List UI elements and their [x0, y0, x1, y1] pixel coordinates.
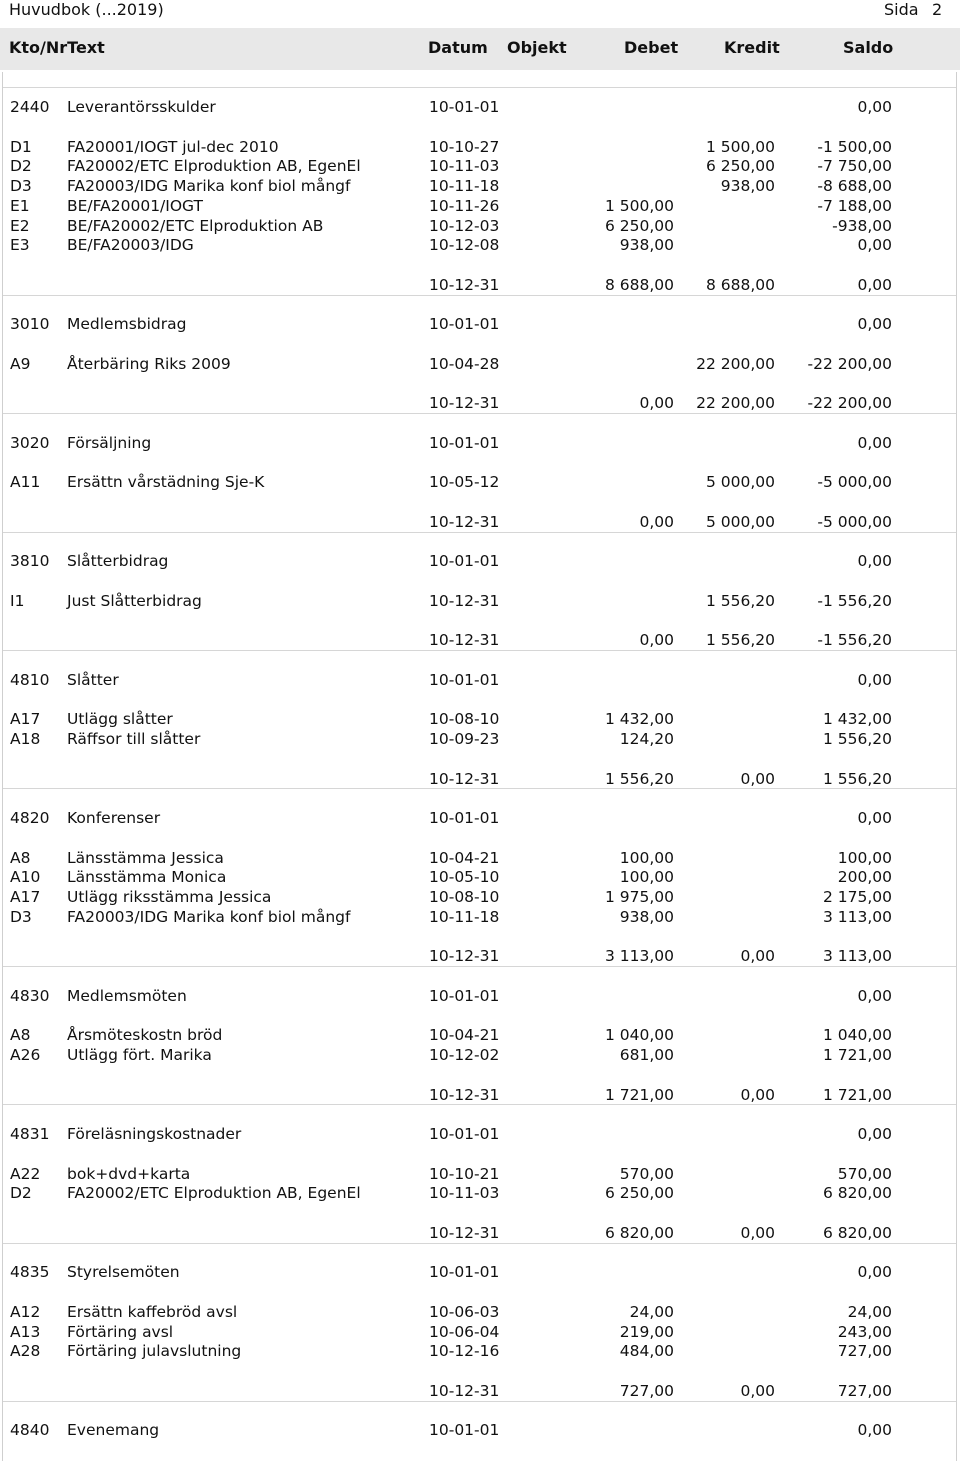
- transaction-date: 10-08-10: [429, 710, 500, 729]
- transaction-kredit: 938,00: [720, 177, 775, 195]
- section-divider: [3, 1243, 956, 1244]
- account-name: Slåtter: [67, 670, 119, 689]
- transaction-saldo: 6 820,00: [822, 1184, 892, 1203]
- total-saldo: 6 820,00: [822, 1223, 892, 1242]
- transaction-row: [3, 235, 956, 255]
- voucher-number: A12: [10, 1302, 41, 1321]
- transaction-text: bok+dvd+karta: [67, 1164, 191, 1183]
- transaction-date: 10-12-02: [429, 1046, 500, 1064]
- transaction-saldo: 0,00: [857, 236, 892, 255]
- transaction-saldo: 200,00: [837, 868, 892, 887]
- transaction-date: 10-12-31: [429, 591, 500, 610]
- transaction-saldo: -7 188,00: [817, 196, 892, 215]
- column-header-kto: Kto/NrText: [9, 38, 105, 57]
- voucher-number: I1: [10, 591, 25, 610]
- total-debet: 727,00: [619, 1381, 674, 1400]
- transaction-row: [3, 848, 956, 868]
- opening-saldo: 0,00: [857, 98, 892, 116]
- opening-saldo: 0,00: [857, 1421, 892, 1440]
- total-debet: 1 721,00: [604, 1085, 674, 1104]
- account-total-row: [3, 630, 956, 650]
- opening-saldo: 0,00: [857, 1263, 892, 1282]
- transaction-date: 10-12-08: [429, 236, 500, 255]
- section-divider: [3, 1401, 956, 1402]
- total-saldo: 1 556,20: [822, 769, 892, 788]
- transaction-debet: 938,00: [619, 236, 674, 255]
- account-total-row: [3, 769, 956, 789]
- transaction-saldo: -8 688,00: [817, 177, 892, 195]
- transaction-debet: 570,00: [619, 1164, 674, 1183]
- total-date: 10-12-31: [429, 1085, 500, 1104]
- account-number: 3010: [10, 315, 50, 334]
- transaction-kredit: 5 000,00: [705, 473, 775, 492]
- account-name: Slåtterbidrag: [67, 552, 169, 571]
- section-divider: [3, 413, 956, 414]
- voucher-number: A18: [10, 730, 41, 748]
- transaction-date: 10-12-16: [429, 1342, 500, 1361]
- account-name: Föreläsningskostnader: [67, 1125, 242, 1143]
- total-debet: 0,00: [639, 394, 674, 413]
- opening-saldo: 0,00: [857, 1125, 892, 1143]
- section-divider: [3, 788, 956, 789]
- transaction-date: 10-11-18: [429, 907, 500, 926]
- transaction-date: 10-11-26: [429, 196, 500, 215]
- voucher-number: A17: [10, 888, 41, 906]
- transaction-date: 10-08-10: [429, 888, 500, 906]
- total-date: 10-12-31: [429, 769, 500, 788]
- voucher-number: A22: [10, 1164, 41, 1183]
- section-divider: [3, 966, 956, 967]
- transaction-date: 10-11-18: [429, 177, 500, 195]
- total-kredit: 0,00: [740, 769, 775, 788]
- transaction-saldo: 2 175,00: [822, 888, 892, 906]
- transaction-debet: 1 500,00: [604, 196, 674, 215]
- section-divider: [3, 295, 956, 296]
- column-header-datum: Datum: [428, 38, 488, 57]
- account-total-row: [3, 1085, 956, 1105]
- transaction-kredit: 22 200,00: [696, 354, 775, 373]
- transaction-row: [3, 729, 956, 749]
- transaction-row: [3, 1045, 956, 1065]
- transaction-text: Ersättn vårstädning Sje-K: [67, 473, 265, 492]
- voucher-number: E2: [10, 216, 30, 235]
- account-number: 3810: [10, 552, 50, 571]
- transaction-debet: 219,00: [619, 1322, 674, 1341]
- transaction-saldo: 1 040,00: [822, 1026, 892, 1045]
- transaction-text: FA20001/IOGT jul-dec 2010: [67, 137, 279, 156]
- account-name: Medlemsmöten: [67, 986, 187, 1005]
- account-number: 4831: [10, 1125, 50, 1143]
- account-header-row: [3, 986, 956, 1006]
- voucher-number: A11: [10, 473, 41, 492]
- transaction-saldo: 1 556,20: [822, 730, 892, 748]
- transaction-date: 10-04-21: [429, 848, 500, 867]
- total-kredit: 5 000,00: [705, 512, 775, 531]
- transaction-saldo: -22 200,00: [807, 354, 892, 373]
- total-saldo: -5 000,00: [817, 512, 892, 531]
- transaction-text: Räffsor till slåtter: [67, 730, 201, 748]
- transaction-saldo: -5 000,00: [817, 473, 892, 492]
- transaction-debet: 1 040,00: [604, 1026, 674, 1045]
- transaction-row: [3, 196, 956, 216]
- transaction-debet: 124,20: [619, 730, 674, 748]
- transaction-date: 10-11-03: [429, 157, 500, 176]
- opening-saldo: 0,00: [857, 670, 892, 689]
- total-kredit: 22 200,00: [696, 394, 775, 413]
- transaction-kredit: 1 556,20: [705, 591, 775, 610]
- transaction-debet: 1 975,00: [604, 888, 674, 906]
- section-divider: [3, 532, 956, 533]
- account-total-row: [3, 512, 956, 532]
- transaction-row: [3, 176, 956, 196]
- transaction-row: [3, 1302, 956, 1322]
- account-total-row: [3, 946, 956, 966]
- column-header-saldo: Saldo: [843, 38, 894, 57]
- opening-date: 10-01-01: [429, 315, 500, 334]
- voucher-number: D3: [10, 177, 32, 195]
- transaction-date: 10-06-03: [429, 1302, 500, 1321]
- transaction-saldo: 1 721,00: [822, 1046, 892, 1064]
- transaction-date: 10-04-21: [429, 1026, 500, 1045]
- total-debet: 8 688,00: [604, 275, 674, 294]
- transaction-row: [3, 156, 956, 176]
- total-date: 10-12-31: [429, 1223, 500, 1242]
- transaction-debet: 681,00: [619, 1046, 674, 1064]
- transaction-date: 10-12-03: [429, 216, 500, 235]
- transaction-debet: 100,00: [619, 868, 674, 887]
- total-debet: 3 113,00: [604, 947, 674, 966]
- transaction-text: BE/FA20001/IOGT: [67, 196, 203, 215]
- account-number: 3020: [10, 433, 50, 452]
- transaction-text: Utlägg fört. Marika: [67, 1046, 212, 1064]
- transaction-date: 10-05-12: [429, 473, 500, 492]
- transaction-text: Länsstämma Monica: [67, 868, 227, 887]
- transaction-saldo: -1 556,20: [817, 591, 892, 610]
- transaction-debet: 938,00: [619, 907, 674, 926]
- account-header-row: [3, 551, 956, 571]
- transaction-row: [3, 216, 956, 236]
- account-name: Försäljning: [67, 433, 152, 452]
- account-name: Konferenser: [67, 809, 161, 827]
- total-debet: 6 820,00: [604, 1223, 674, 1242]
- transaction-saldo: 3 113,00: [822, 907, 892, 926]
- account-total-row: [3, 393, 956, 413]
- total-saldo: 3 113,00: [822, 947, 892, 966]
- section-divider: [3, 1104, 956, 1105]
- transaction-text: Förtäring avsl: [67, 1322, 174, 1341]
- transaction-row: [3, 1025, 956, 1045]
- account-name: Leverantörsskulder: [67, 98, 216, 116]
- total-kredit: 0,00: [740, 947, 775, 966]
- transaction-saldo: 24,00: [847, 1302, 892, 1321]
- transaction-text: Förtäring julavslutning: [67, 1342, 242, 1361]
- voucher-number: A13: [10, 1322, 41, 1341]
- transaction-text: Utlägg riksstämma Jessica: [67, 888, 272, 906]
- transaction-saldo: -938,00: [832, 216, 892, 235]
- account-total-row: [3, 1381, 956, 1401]
- transaction-debet: 484,00: [619, 1342, 674, 1361]
- transaction-row: [3, 867, 956, 887]
- total-date: 10-12-31: [429, 947, 500, 966]
- transaction-date: 10-04-28: [429, 354, 500, 373]
- account-name: Evenemang: [67, 1421, 160, 1440]
- account-header-row: [3, 670, 956, 690]
- opening-date: 10-01-01: [429, 986, 500, 1005]
- total-kredit: 0,00: [740, 1085, 775, 1104]
- voucher-number: A10: [10, 868, 41, 887]
- account-total-row: [3, 275, 956, 295]
- transaction-row: [3, 1183, 956, 1203]
- total-saldo: -22 200,00: [807, 394, 892, 413]
- total-date: 10-12-31: [429, 275, 500, 294]
- column-header-debet: Debet: [624, 38, 679, 57]
- opening-saldo: 0,00: [857, 552, 892, 571]
- transaction-row: [3, 709, 956, 729]
- column-header-objekt: Objekt: [507, 38, 567, 57]
- transaction-saldo: 100,00: [837, 848, 892, 867]
- transaction-text: Årsmöteskostn bröd: [67, 1026, 223, 1045]
- page-number: 2: [932, 0, 943, 19]
- total-saldo: 1 721,00: [822, 1085, 892, 1104]
- transaction-text: BE/FA20002/ETC Elproduktion AB: [67, 216, 324, 235]
- transaction-row: [3, 1341, 956, 1361]
- opening-date: 10-01-01: [429, 1125, 500, 1143]
- account-number: 4810: [10, 670, 50, 689]
- total-saldo: -1 556,20: [817, 631, 892, 650]
- transaction-text: FA20003/IDG Marika konf biol mångf: [67, 907, 351, 926]
- transaction-saldo: -7 750,00: [817, 157, 892, 176]
- voucher-number: A26: [10, 1046, 41, 1064]
- transaction-date: 10-10-21: [429, 1164, 500, 1183]
- total-saldo: 0,00: [857, 275, 892, 294]
- transaction-kredit: 6 250,00: [705, 157, 775, 176]
- total-date: 10-12-31: [429, 1381, 500, 1400]
- total-kredit: 8 688,00: [705, 275, 775, 294]
- transaction-text: Länsstämma Jessica: [67, 848, 224, 867]
- account-number: 4820: [10, 809, 50, 827]
- opening-saldo: 0,00: [857, 315, 892, 334]
- account-total-row: [3, 1223, 956, 1243]
- account-name: Medlemsbidrag: [67, 315, 187, 334]
- account-header-row: [3, 1262, 956, 1282]
- total-debet: 1 556,20: [604, 769, 674, 788]
- account-header-row: [3, 314, 956, 334]
- total-date: 10-12-31: [429, 512, 500, 531]
- total-debet: 0,00: [639, 512, 674, 531]
- account-header-row: [3, 1124, 956, 1144]
- transaction-row: [3, 1164, 956, 1184]
- transaction-row: [3, 887, 956, 907]
- transaction-text: Återbäring Riks 2009: [67, 354, 231, 373]
- ledger-body: [2, 72, 957, 1461]
- voucher-number: D1: [10, 137, 32, 156]
- transaction-saldo: -1 500,00: [817, 137, 892, 156]
- transaction-debet: 6 250,00: [604, 1184, 674, 1203]
- transaction-text: FA20003/IDG Marika konf biol mångf: [67, 177, 351, 195]
- account-number: 4830: [10, 986, 50, 1005]
- account-number: 4840: [10, 1421, 50, 1440]
- opening-date: 10-01-01: [429, 98, 500, 116]
- transaction-debet: 1 432,00: [604, 710, 674, 729]
- total-saldo: 727,00: [837, 1381, 892, 1400]
- voucher-number: A8: [10, 848, 31, 867]
- voucher-number: D2: [10, 1184, 32, 1203]
- transaction-debet: 24,00: [629, 1302, 674, 1321]
- total-kredit: 0,00: [740, 1381, 775, 1400]
- voucher-number: E3: [10, 236, 30, 255]
- account-name: Styrelsemöten: [67, 1263, 180, 1282]
- opening-saldo: 0,00: [857, 986, 892, 1005]
- transaction-debet: 6 250,00: [604, 216, 674, 235]
- transaction-text: Just Slåtterbidrag: [67, 591, 202, 610]
- total-kredit: 0,00: [740, 1223, 775, 1242]
- transaction-row: [3, 591, 956, 611]
- transaction-date: 10-10-27: [429, 137, 500, 156]
- total-kredit: 1 556,20: [705, 631, 775, 650]
- voucher-number: D2: [10, 157, 32, 176]
- voucher-number: E1: [10, 196, 30, 215]
- transaction-date: 10-11-03: [429, 1184, 500, 1203]
- transaction-date: 10-06-04: [429, 1322, 500, 1341]
- transaction-row: [3, 907, 956, 927]
- voucher-number: A8: [10, 1026, 31, 1045]
- total-debet: 0,00: [639, 631, 674, 650]
- transaction-saldo: 1 432,00: [822, 710, 892, 729]
- transaction-debet: 100,00: [619, 848, 674, 867]
- account-header-row: [3, 808, 956, 828]
- transaction-date: 10-09-23: [429, 730, 500, 748]
- transaction-text: FA20002/ETC Elproduktion AB, EgenEl: [67, 157, 361, 176]
- opening-saldo: 0,00: [857, 433, 892, 452]
- opening-date: 10-01-01: [429, 1421, 500, 1440]
- opening-saldo: 0,00: [857, 809, 892, 827]
- voucher-number: A17: [10, 710, 41, 729]
- transaction-row: [3, 472, 956, 492]
- account-header-row: [3, 1420, 956, 1440]
- voucher-number: D3: [10, 907, 32, 926]
- total-date: 10-12-31: [429, 631, 500, 650]
- transaction-saldo: 570,00: [837, 1164, 892, 1183]
- voucher-number: A28: [10, 1342, 41, 1361]
- report-title: Huvudbok (...2019): [9, 0, 164, 19]
- transaction-kredit: 1 500,00: [705, 137, 775, 156]
- transaction-text: Utlägg slåtter: [67, 710, 173, 729]
- account-number: 4835: [10, 1263, 50, 1282]
- transaction-saldo: 243,00: [837, 1322, 892, 1341]
- transaction-row: [3, 354, 956, 374]
- column-header-kredit: Kredit: [724, 38, 780, 57]
- opening-date: 10-01-01: [429, 552, 500, 571]
- opening-date: 10-01-01: [429, 809, 500, 827]
- opening-date: 10-01-01: [429, 670, 500, 689]
- column-header-row: [0, 28, 960, 70]
- total-date: 10-12-31: [429, 394, 500, 413]
- account-header-row: [3, 433, 956, 453]
- transaction-row: [3, 1322, 956, 1342]
- transaction-text: FA20002/ETC Elproduktion AB, EgenEl: [67, 1184, 361, 1203]
- transaction-saldo: 727,00: [837, 1342, 892, 1361]
- transaction-text: Ersättn kaffebröd avsl: [67, 1302, 238, 1321]
- account-header-row: [3, 97, 956, 117]
- section-divider: [3, 87, 956, 88]
- opening-date: 10-01-01: [429, 433, 500, 452]
- voucher-number: A9: [10, 354, 31, 373]
- account-number: 2440: [10, 98, 50, 116]
- page-label: Sida: [884, 0, 919, 19]
- opening-date: 10-01-01: [429, 1263, 500, 1282]
- transaction-row: [3, 137, 956, 157]
- transaction-text: BE/FA20003/IDG: [67, 236, 194, 255]
- transaction-date: 10-05-10: [429, 868, 500, 887]
- section-divider: [3, 650, 956, 651]
